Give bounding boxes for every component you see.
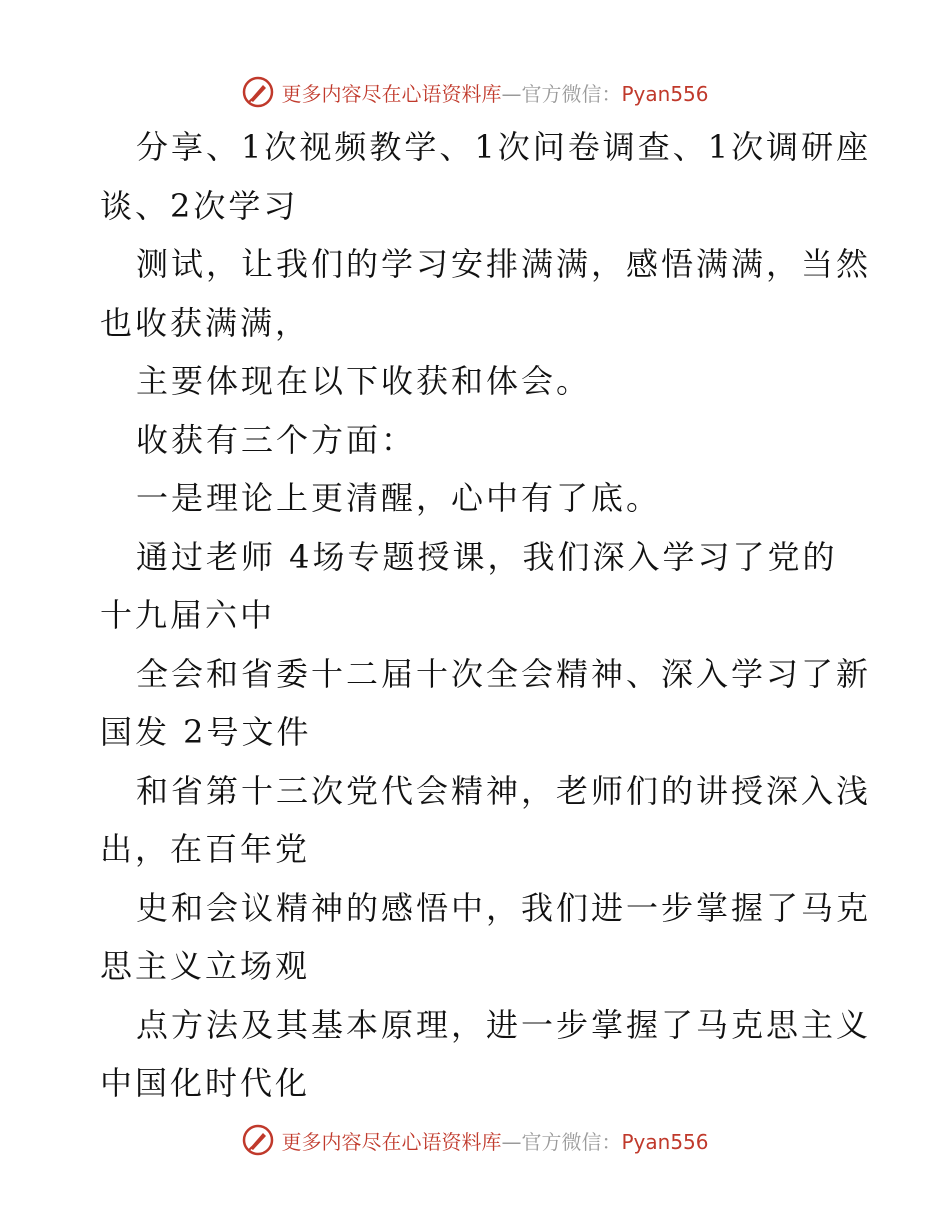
text-line: 分享、1次视频教学、1次问卷调查、1次调研座 (136, 128, 872, 166)
footer-watermark (0, 1120, 950, 1160)
watermark-text (281, 78, 708, 107)
text-line: 史和会议精神的感悟中，我们进一步掌握了马克 (136, 888, 872, 927)
text-line: 也收获满满， (100, 303, 311, 342)
document-body (100, 118, 872, 1113)
text-line: 通过老师 4场专题授课，我们深入学习了党的 (136, 537, 838, 576)
text-line: 收获有三个方面： (136, 420, 417, 459)
text-line: 主要体现在以下收获和体会。 (136, 362, 592, 400)
watermark-main: 更多内容尽在心语资料库 (281, 1129, 502, 1154)
watermark-wechat-id: Pyan556 (621, 81, 709, 106)
text-line: 点方法及其基本原理，进一步掌握了马克思主义 (136, 1005, 872, 1044)
text-line: 中国化时代化 (100, 1064, 311, 1102)
watermark-text (281, 1126, 708, 1155)
text-line: 测试，让我们的学习安排满满，感悟满满，当然 (136, 245, 872, 283)
watermark-separator: —官方微信： (501, 81, 622, 106)
text-line: 十九届六中 (100, 596, 276, 634)
watermark-separator: —官方微信： (501, 1129, 622, 1154)
header-watermark (0, 72, 950, 112)
text-line: 出，在百年党 (100, 830, 311, 868)
text-line: 一是理论上更清醒，心中有了底。 (136, 479, 662, 517)
text-line: 国发 2号文件 (100, 713, 312, 751)
text-line: 和省第十三次党代会精神，老师们的讲授深入浅 (136, 771, 872, 810)
quill-pen-icon (241, 75, 275, 109)
quill-pen-icon (241, 1123, 275, 1157)
text-line: 谈、2次学习 (100, 186, 299, 225)
text-line: 思主义立场观 (100, 947, 311, 985)
text-line: 全会和省委十二届十次全会精神、深入学习了新 (136, 654, 872, 693)
watermark-main: 更多内容尽在心语资料库 (281, 81, 502, 106)
watermark-wechat-id: Pyan556 (621, 1129, 709, 1154)
